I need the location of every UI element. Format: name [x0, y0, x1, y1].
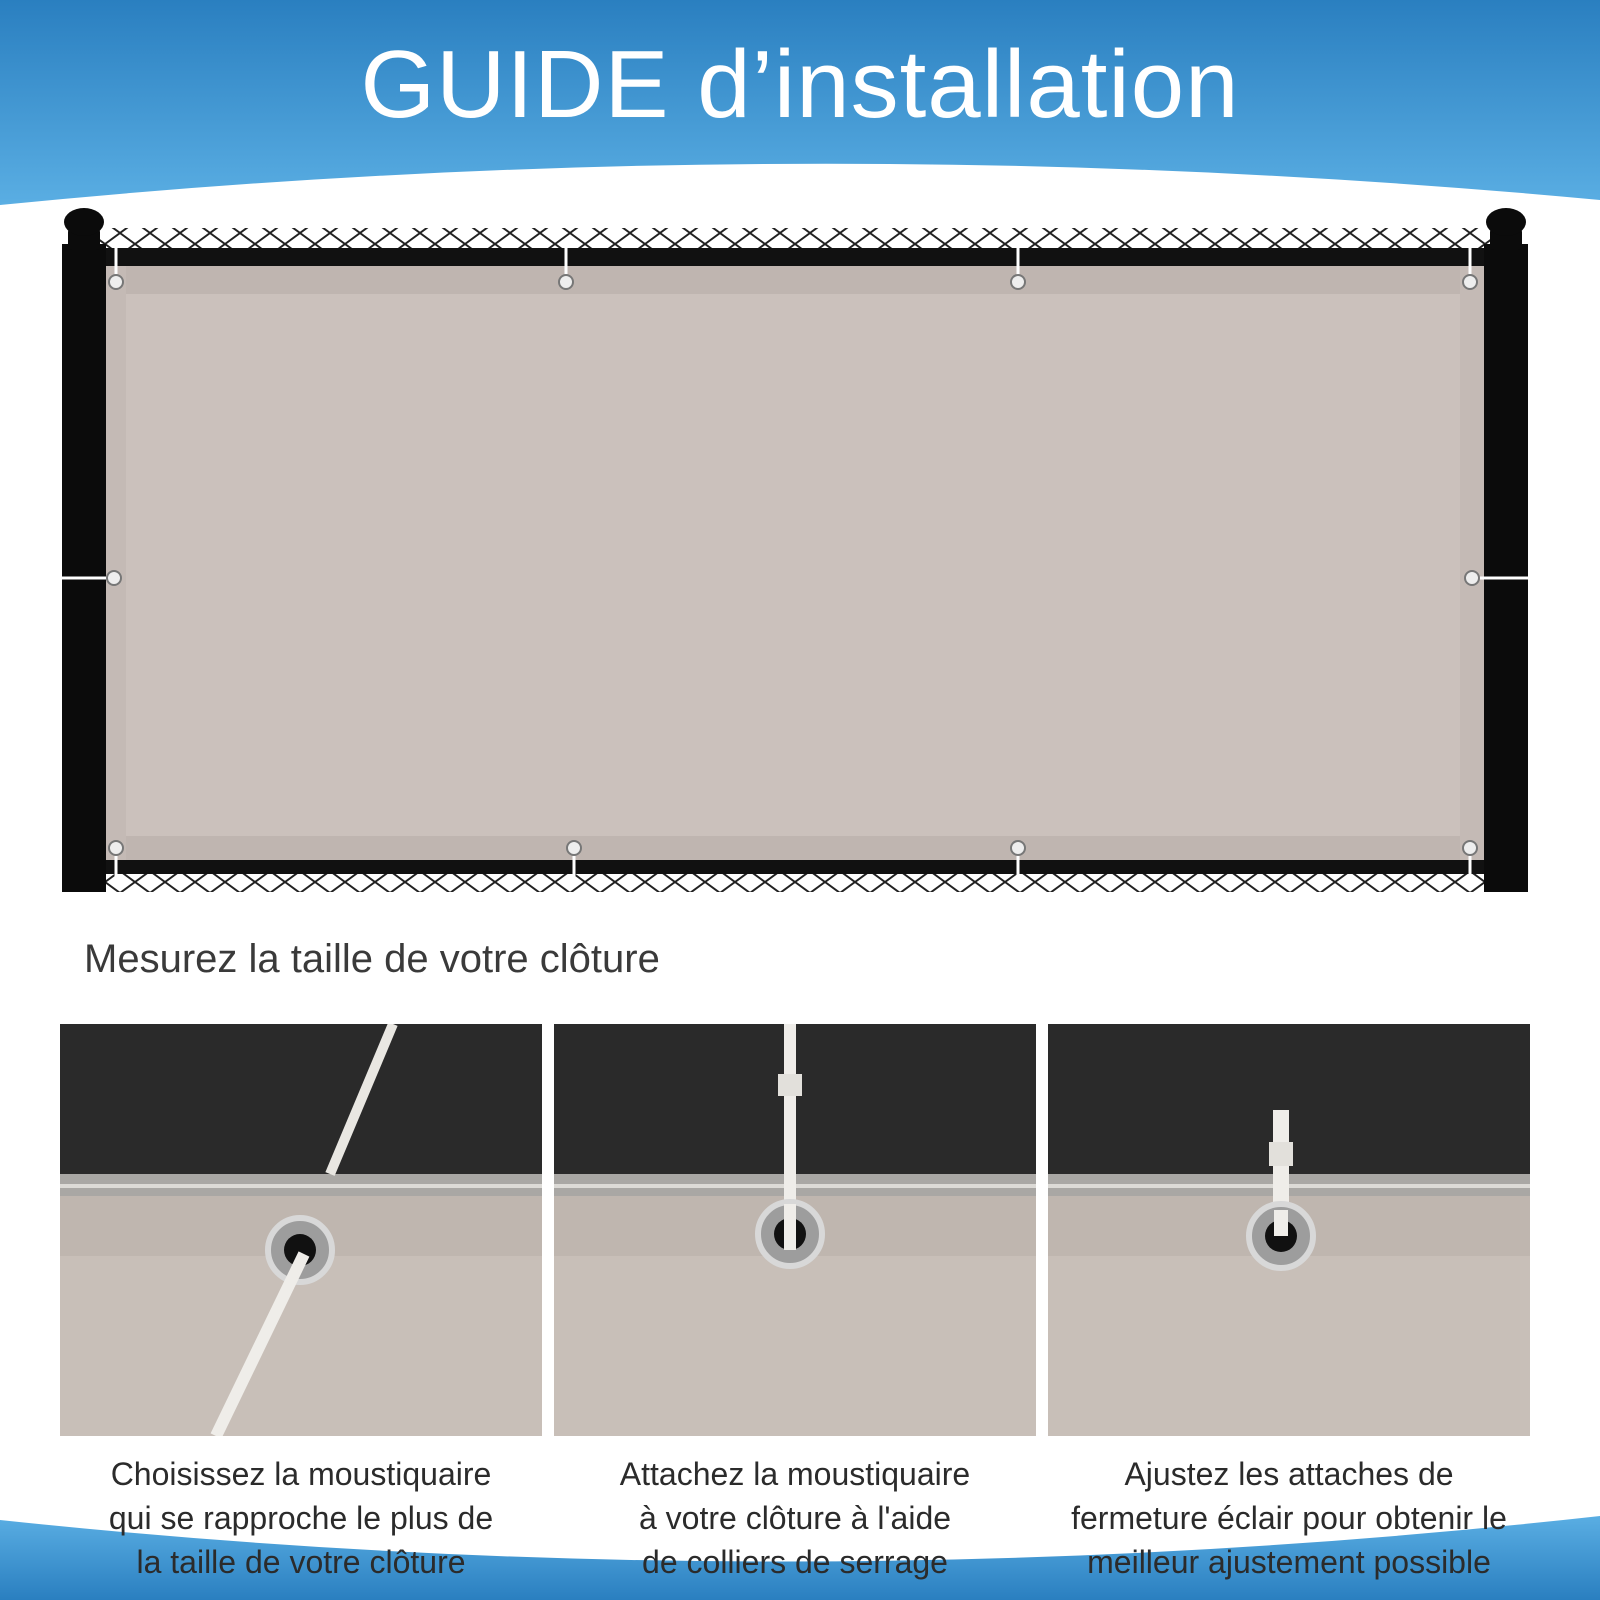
chain-link-top: [100, 228, 1500, 250]
step-1-photo: [60, 1024, 542, 1436]
right-post: [1484, 208, 1528, 892]
measure-caption: Mesurez la taille de votre clôture: [84, 937, 660, 981]
step-2-caption: Attachez la moustiquaire à votre clôture à l'aide de colliers de serrage: [619, 1456, 971, 1580]
step-3-caption: Ajustez les attaches de fermeture éclair pour obtenir le meilleur ajustement possible: [1071, 1456, 1507, 1580]
step-2-photo: [554, 1024, 1036, 1436]
fence-diagram: [0, 200, 1600, 920]
bottom-rail: [95, 858, 1505, 874]
top-rail: [95, 248, 1505, 266]
privacy-screen: [102, 266, 1484, 860]
page-title: GUIDE d’installation: [360, 31, 1240, 138]
left-post: [62, 208, 106, 892]
step-1-caption: Choisissez la moustiquaire qui se rapproche le plus de la taille de votre clôture: [108, 1456, 494, 1580]
step-3-photo: [1048, 1024, 1530, 1436]
